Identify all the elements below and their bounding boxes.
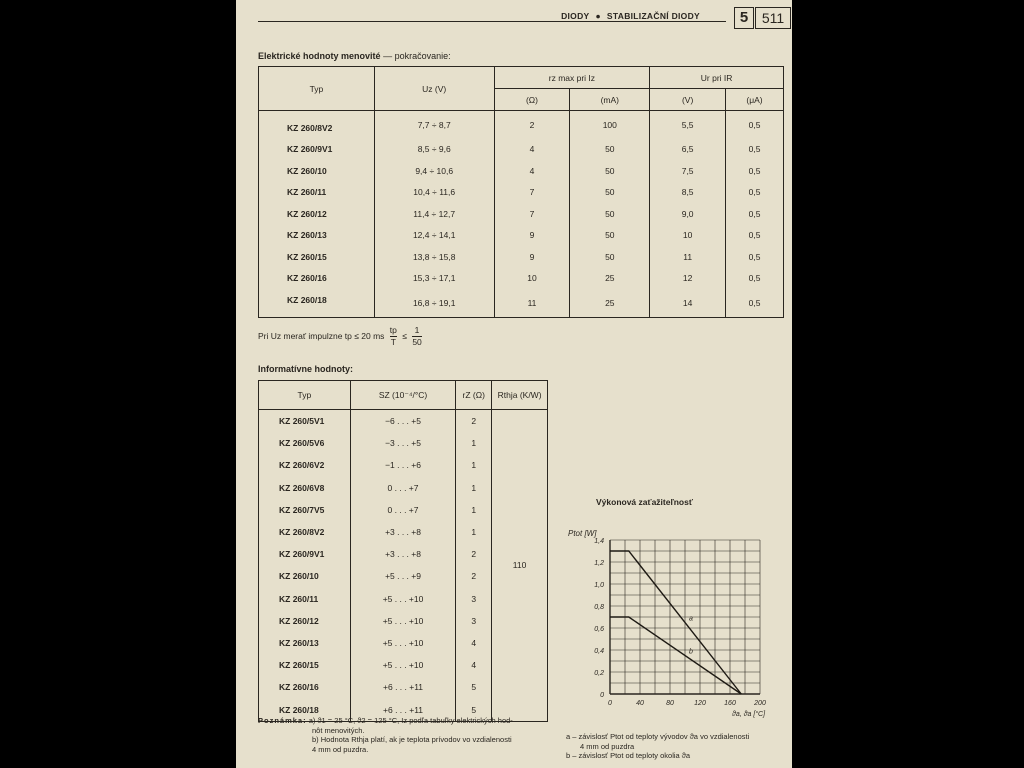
- cell-iz: 50: [570, 203, 650, 225]
- cell-rz: 1: [456, 499, 492, 521]
- cell-sz: 0 . . . +7: [350, 499, 456, 521]
- legend-b: b – závislosť Ptot od teploty okolia ϑa: [566, 751, 691, 760]
- cell-rz: 3: [456, 588, 492, 610]
- table-row: [259, 203, 784, 225]
- cell-rz: 2: [494, 111, 570, 139]
- cell-ur: 8,5: [650, 182, 726, 204]
- note-text: Pri Uz merať impulzne tp ≤ 20 ms: [258, 330, 385, 341]
- y-tick-label: 0,2: [594, 670, 604, 677]
- cell-type: KZ 260/13: [287, 230, 327, 241]
- y-tick-label: 1,4: [594, 538, 604, 545]
- cell-type: KZ 260/6V8: [279, 482, 325, 493]
- cell-ur: 9,0: [650, 203, 726, 225]
- cell-rz: 9: [494, 225, 570, 247]
- col-header-type: Typ: [259, 381, 351, 410]
- table-row: [259, 182, 784, 204]
- cell-iz: 50: [570, 160, 650, 182]
- col-header-uz: Uz (V): [374, 67, 494, 111]
- bullet-icon: ●: [595, 11, 601, 21]
- running-header: [561, 11, 700, 21]
- frac-num: 1: [412, 325, 421, 337]
- footnote-label: Poznámka:: [258, 716, 307, 725]
- note-le: ≤: [402, 330, 407, 341]
- y-tick-label: 0: [600, 692, 604, 699]
- cell-type: KZ 260/12: [279, 615, 319, 626]
- cell-rz: 4: [494, 160, 570, 182]
- col-header-rth: Rthja (K/W): [492, 381, 548, 410]
- unit-ua: (μA): [726, 89, 784, 111]
- cell-type: KZ 260/11: [287, 187, 327, 198]
- cell-ir: 0,5: [726, 182, 784, 204]
- cell-rz: 4: [456, 632, 492, 654]
- cell-type: KZ 260/7V5: [279, 504, 325, 515]
- cell-type: KZ 260/15: [279, 660, 319, 671]
- fraction-tp-t: [390, 325, 397, 348]
- cell-sz: +3 . . . +8: [350, 521, 456, 543]
- cell-ir: 0,5: [726, 289, 784, 317]
- cell-uz: 7,7 ÷ 8,7: [374, 111, 494, 139]
- cell-type: KZ 260/8V2: [287, 122, 333, 133]
- cell-type: KZ 260/5V1: [279, 416, 325, 427]
- cell-rz: 2: [456, 410, 492, 433]
- cell-sz: +5 . . . +10: [350, 588, 456, 610]
- x-tick-label: 200: [754, 700, 766, 707]
- cell-sz: 0 . . . +7: [350, 477, 456, 499]
- y-tick-label: 1,0: [594, 582, 604, 589]
- cell-iz: 50: [570, 139, 650, 161]
- table-row: [259, 246, 784, 268]
- cell-rz: 2: [456, 543, 492, 565]
- cell-sz: +6 . . . +11: [350, 698, 456, 721]
- cell-rz: 4: [494, 139, 570, 161]
- header-rule: [258, 21, 726, 22]
- cell-iz: 25: [570, 289, 650, 317]
- cell-type: KZ 260/16: [287, 273, 327, 284]
- footnote-a-text: a) ϑ1 = 25 °C, ϑ2 = 125 °C, Iz podľa tabuľky elektrických hod-: [308, 716, 513, 725]
- table2-title: Informatívne hodnoty:: [258, 364, 353, 374]
- cell-uz: 8,5 ÷ 9,6: [374, 139, 494, 161]
- chart-title: Výkonová zaťažiteľnosť: [596, 497, 693, 507]
- cell-type: KZ 260/18: [279, 704, 319, 715]
- cell-ir: 0,5: [726, 268, 784, 290]
- cell-rz: 7: [494, 203, 570, 225]
- col-header-rz: rz max pri Iz: [494, 67, 650, 89]
- cell-sz: +5 . . . +9: [350, 565, 456, 587]
- chart-legend: [566, 732, 786, 761]
- col-header-ur: Ur pri IR: [650, 67, 784, 89]
- frac-den: 50: [412, 337, 422, 347]
- footnotes: [258, 716, 554, 754]
- cell-ir: 0,5: [726, 246, 784, 268]
- series-label-b: b: [689, 648, 693, 656]
- footnote-b-cont: 4 mm od puzdra.: [312, 744, 369, 754]
- cell-ur: 12: [650, 268, 726, 290]
- cell-sz: +5 . . . +10: [350, 654, 456, 676]
- table1-title-text: Elektrické hodnoty menovité: [258, 51, 381, 61]
- table-row: [259, 111, 784, 139]
- col-header-sz: SZ (10⁻⁴/°C): [350, 381, 456, 410]
- footnote-a-cont: nôt menovitých.: [312, 725, 365, 735]
- unit-ma: (mA): [570, 89, 650, 111]
- y-axis-label: Ptot [W]: [568, 529, 597, 538]
- cell-uz: 13,8 ÷ 15,8: [374, 246, 494, 268]
- electrical-values-table: [258, 66, 784, 318]
- cell-rz: 4: [456, 654, 492, 676]
- cell-sz: −3 . . . +5: [350, 432, 456, 454]
- cell-type: KZ 260/6V2: [279, 460, 325, 471]
- y-tick-label: 0,4: [594, 648, 604, 655]
- cell-ir: 0,5: [726, 160, 784, 182]
- legend-a: a – závislosť Ptot od teploty vývodov ϑa vo vzdialenosti: [566, 732, 750, 741]
- cell-iz: 50: [570, 246, 650, 268]
- cell-uz: 12,4 ÷ 14,1: [374, 225, 494, 247]
- table-row: [259, 289, 784, 317]
- cell-rz: 5: [456, 676, 492, 698]
- subsection-name: STABILIZAČNÍ DIODY: [606, 11, 700, 21]
- y-tick-label: 0,8: [594, 604, 604, 611]
- y-tick-label: 0,6: [594, 626, 604, 633]
- series-line-a: [610, 551, 741, 694]
- cell-ur: 6,5: [650, 139, 726, 161]
- book-page: [236, 0, 792, 768]
- cell-uz: 15,3 ÷ 17,1: [374, 268, 494, 290]
- cell-iz: 50: [570, 182, 650, 204]
- cell-rz: 10: [494, 268, 570, 290]
- frac-num: tp: [389, 325, 397, 335]
- cell-ur: 14: [650, 289, 726, 317]
- x-tick-label: 40: [636, 700, 644, 707]
- cell-rz: 7: [494, 182, 570, 204]
- cell-rz: 9: [494, 246, 570, 268]
- table-row: [259, 225, 784, 247]
- table-row: [259, 410, 548, 433]
- cell-rz: 2: [456, 565, 492, 587]
- cell-uz: 10,4 ÷ 11,6: [374, 182, 494, 204]
- cell-ir: 0,5: [726, 139, 784, 161]
- cell-iz: 50: [570, 225, 650, 247]
- col-header-type: Typ: [259, 67, 375, 111]
- section-name: DIODY: [561, 11, 590, 21]
- cell-type: KZ 260/13: [279, 637, 319, 648]
- cell-type: KZ 260/5V6: [279, 438, 325, 449]
- x-tick-label: 160: [724, 700, 736, 707]
- cell-ur: 10: [650, 225, 726, 247]
- table-row: [259, 139, 784, 161]
- page-number: 511: [755, 7, 791, 29]
- legend-a-cont: 4 mm od puzdra: [580, 741, 635, 751]
- unit-ohm: (Ω): [494, 89, 570, 111]
- cell-sz: −6 . . . +5: [350, 410, 456, 433]
- cell-iz: 100: [570, 111, 650, 139]
- cell-rz: 1: [456, 521, 492, 543]
- x-tick-label: 80: [666, 700, 674, 707]
- cell-rz: 1: [456, 477, 492, 499]
- cell-type: KZ 260/16: [279, 682, 319, 693]
- x-axis-label: ϑa, ϑa [°C]: [732, 711, 766, 718]
- cell-uz: 16,8 ÷ 19,1: [374, 289, 494, 317]
- cell-type: KZ 260/15: [287, 251, 327, 262]
- footnote-b-text: b) Hodnota Rthja platí, ak je teplota prívodov vo vzdialenosti: [312, 735, 512, 744]
- cell-type: KZ 260/10: [279, 571, 319, 582]
- measurement-note: [258, 325, 425, 348]
- cell-sz: +5 . . . +10: [350, 632, 456, 654]
- cell-type: KZ 260/10: [287, 165, 327, 176]
- cell-rth: 110: [492, 410, 548, 722]
- x-tick-label: 0: [608, 700, 612, 707]
- cell-ir: 0,5: [726, 111, 784, 139]
- cell-iz: 25: [570, 268, 650, 290]
- col-header-rz: rZ (Ω): [456, 381, 492, 410]
- table-row: [259, 160, 784, 182]
- x-tick-label: 120: [694, 700, 706, 707]
- cell-type: KZ 260/18: [287, 294, 327, 305]
- cell-type: KZ 260/12: [287, 208, 327, 219]
- cell-sz: +3 . . . +8: [350, 543, 456, 565]
- cell-type: KZ 260/9V1: [287, 144, 333, 155]
- cell-rz: 5: [456, 698, 492, 721]
- cell-rz: 3: [456, 610, 492, 632]
- cell-sz: +6 . . . +11: [350, 676, 456, 698]
- table1-title-suffix: — pokračovanie:: [383, 51, 451, 61]
- table1-title: [258, 51, 451, 61]
- cell-uz: 11,4 ÷ 12,7: [374, 203, 494, 225]
- cell-ur: 7,5: [650, 160, 726, 182]
- cell-rz: 1: [456, 454, 492, 476]
- informative-values-table: [258, 380, 548, 722]
- footnote-a: [258, 716, 554, 726]
- frac-den: T: [390, 337, 396, 347]
- series-line-b: [610, 617, 741, 694]
- cell-ir: 0,5: [726, 203, 784, 225]
- cell-uz: 9,4 ÷ 10,6: [374, 160, 494, 182]
- cell-sz: −1 . . . +6: [350, 454, 456, 476]
- cell-type: KZ 260/11: [279, 593, 319, 604]
- fraction-1-50: [412, 325, 421, 348]
- cell-sz: +5 . . . +10: [350, 610, 456, 632]
- cell-ir: 0,5: [726, 225, 784, 247]
- cell-type: KZ 260/9V1: [279, 549, 325, 560]
- cell-rz: 1: [456, 432, 492, 454]
- y-tick-label: 1,2: [594, 560, 604, 567]
- power-derating-chart: [566, 510, 786, 720]
- cell-rz: 11: [494, 289, 570, 317]
- chapter-number: 5: [734, 7, 754, 29]
- unit-v: (V): [650, 89, 726, 111]
- cell-ur: 11: [650, 246, 726, 268]
- cell-type: KZ 260/8V2: [279, 527, 325, 538]
- table-row: [259, 268, 784, 290]
- cell-ur: 5,5: [650, 111, 726, 139]
- series-label-a: a: [689, 615, 693, 623]
